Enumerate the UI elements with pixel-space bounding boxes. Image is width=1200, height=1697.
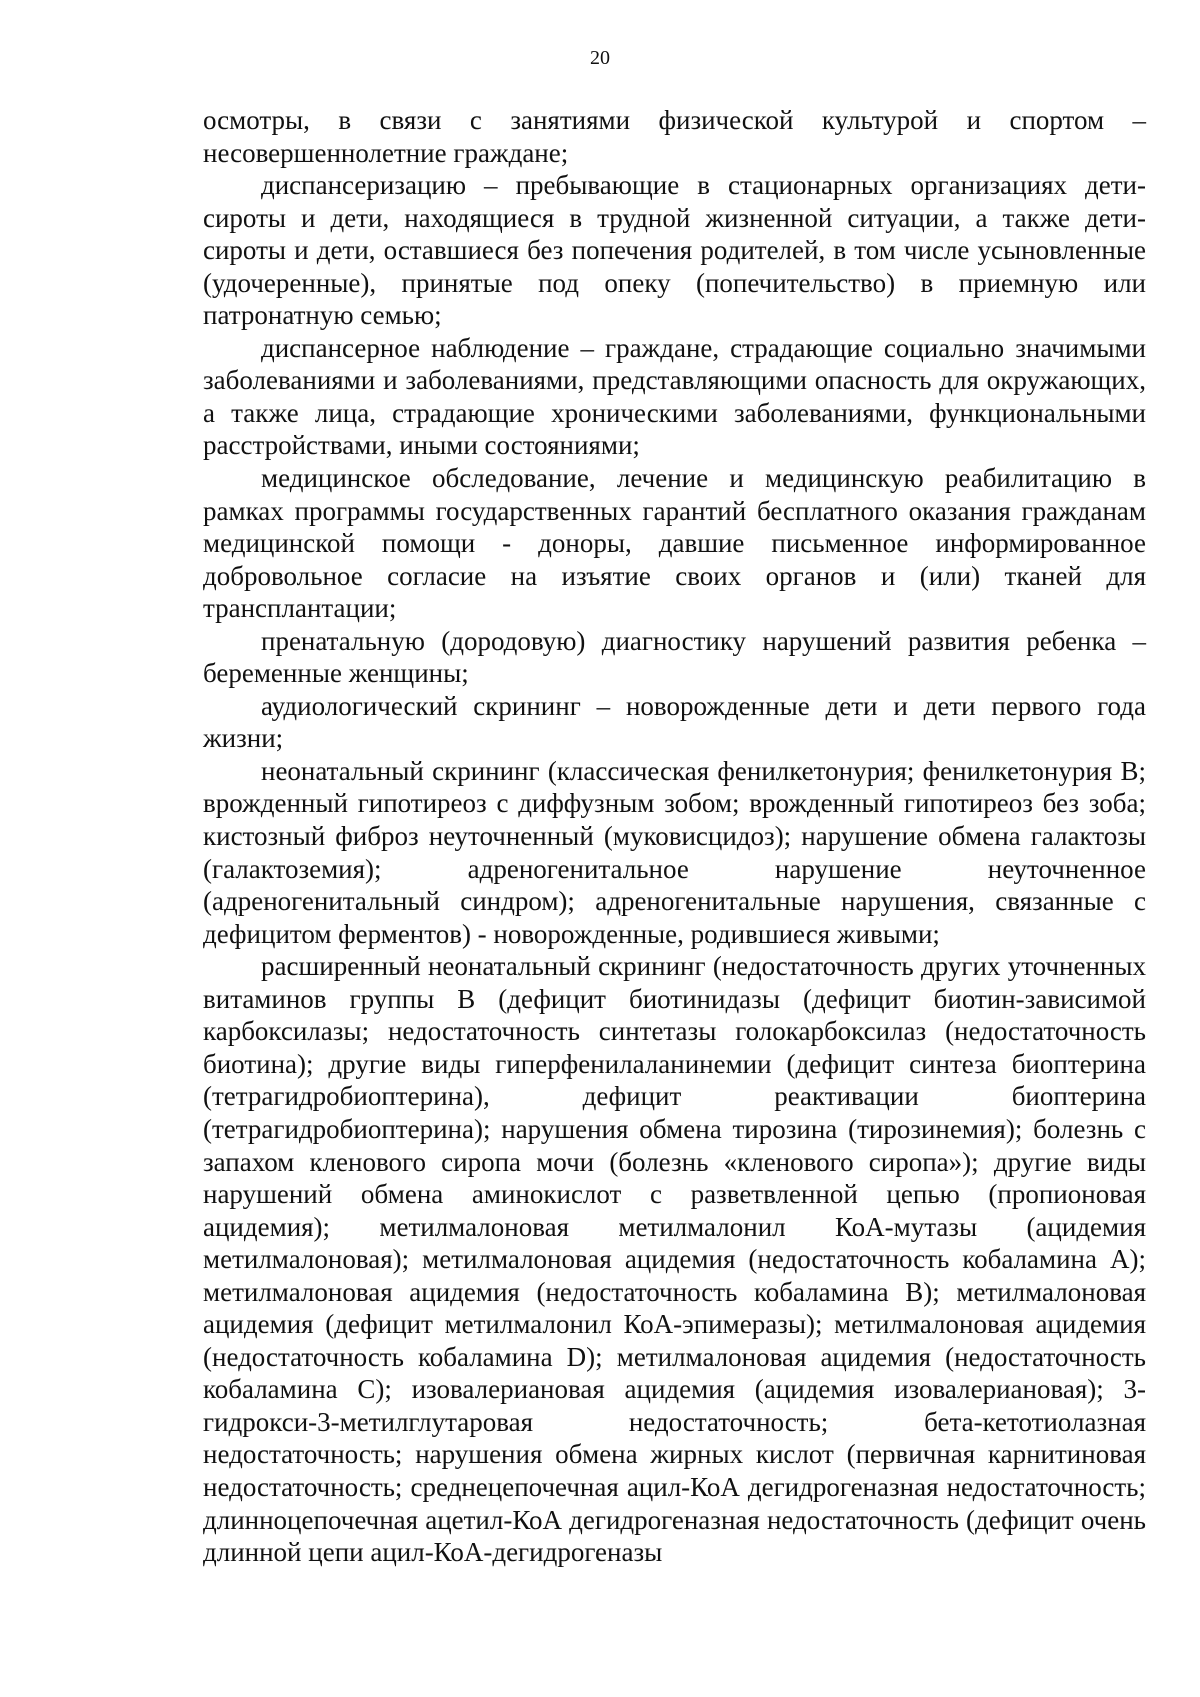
page-number: 20	[590, 47, 610, 69]
paragraph-audiology-screening: аудиологический скрининг – новорожденные дети и дети первого года жизни;	[203, 690, 1146, 754]
paragraph-dispanserization: диспансеризацию – пребывающие в стационарных организациях дети-сироты и дети, находящиеся в трудной жизненной ситуации, а также дети-сироты и дети, оставшиеся без попечения родителей, в том числе усыновленные (удочеренные), принятые под опеку (попечительство) в приемную или патронатную семью;	[203, 170, 1146, 331]
paragraph-donor-examination: медицинское обследование, лечение и медицинскую реабилитацию в рамках программы государственных гарантий бесплатного оказания гражданам медицинской помощи - доноры, давшие письменное информированное добровольное согласие на изъятие своих органов и (или) тканей для трансплантации;	[203, 463, 1146, 624]
document-body	[203, 104, 1146, 1569]
paragraph-extended-neonatal-screening: расширенный неонатальный скрининг (недостаточность других уточненных витаминов группы В (дефицит биотинидазы (дефицит биотин-зависимой карбоксилазы; недостаточность синтетазы голокарбоксилаз (недостаточность биотина); другие виды гиперфенилаланинемии (дефицит синтеза биоптерина (тетрагидробиоптерина), дефицит реактивации биоптерина (тетрагидробиоптерина); нарушения обмена тирозина (тирозинемия); болезнь с запахом кленового сиропа мочи (болезнь «кленового сиропа»); другие виды нарушений обмена аминокислот с разветвленной цепью (пропионовая ацидемия); метилмалоновая метилмалонил КоА-мутазы (ацидемия метилмалоновая); метилмалоновая ацидемия (недостаточность кобаламина А); метилмалоновая ацидемия (недостаточность кобаламина В); метилмалоновая ацидемия (дефицит метилмалонил КоА-эпимеразы); метилмалоновая ацидемия (недостаточность кобаламина D); метилмалоновая ацидемия (недостаточность кобаламина С); изовалериановая ацидемия (ацидемия изовалериановая); 3-гидрокси-3-метилглутаровая недостаточность; бета-кетотиолазная недостаточность; нарушения обмена жирных кислот (первичная карнитиновая недостаточность; среднецепочечная ацил-КоА дегидрогеназная недостаточность; длинноцепочечная ацетил-КоА дегидрогеназная недостаточность (дефицит очень длинной цепи ацил-КоА-дегидрогеназы	[203, 951, 1146, 1568]
paragraph-neonatal-screening: неонатальный скрининг (классическая фенилкетонурия; фенилкетонурия В; врожденный гипотиреоз с диффузным зобом; врожденный гипотиреоз без зоба; кистозный фиброз неуточненный (муковисцидоз); нарушение обмена галактозы (галактоземия); адреногенитальное нарушение неуточненное (адреногенитальный синдром); адреногенитальные нарушения, связанные с дефицитом ферментов) - новорожденные, родившиеся живыми;	[203, 755, 1146, 949]
paragraph-dispensary-observation: диспансерное наблюдение – граждане, страдающие социально значимыми заболеваниями и заболеваниями, представляющими опасность для окружающих, а также лица, страдающие хроническими заболеваниями, функциональными расстройствами, иными состояниями;	[203, 332, 1146, 461]
paragraph-sports-examinations: осмотры, в связи с занятиями физической культурой и спортом – несовершеннолетние граждане;	[203, 105, 1146, 168]
paragraph-prenatal-diagnostics: пренатальную (дородовую) диагностику нарушений развития ребенка – беременные женщины;	[203, 625, 1146, 689]
